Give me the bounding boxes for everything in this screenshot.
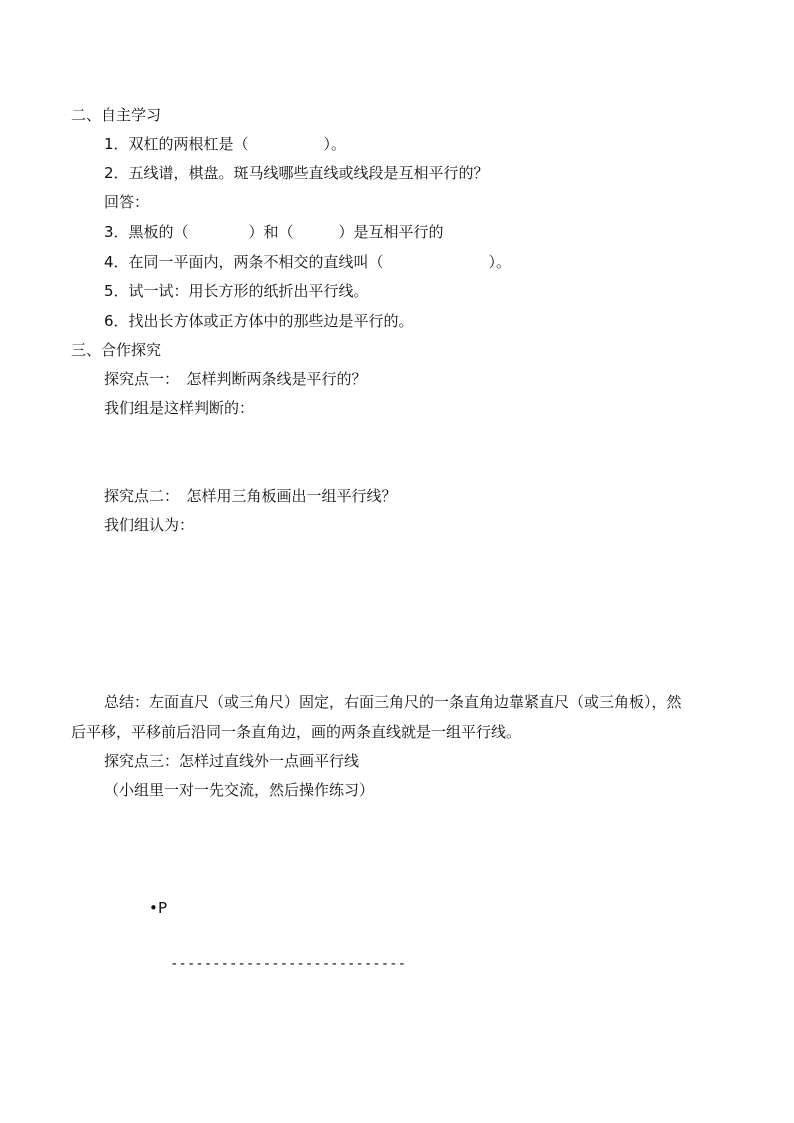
question-4: 4．在同一平面内，两条不相交的直线叫（ ）。 (104, 253, 512, 271)
section2-heading: 二、自主学习 (71, 106, 162, 124)
explore-point-3-note: （小组里一对一先交流，然后操作练习） (104, 781, 375, 799)
explore-point-2: 探究点二： 怎样用三角板画出一组平行线？ (104, 487, 397, 505)
point-p-dot: • (149, 899, 158, 917)
answer-label: 回答： (104, 193, 150, 211)
dashed-line: ---------------------------- (170, 956, 407, 972)
question-1: 1．双杠的两根杠是（ ）。 (104, 135, 347, 153)
question-2: 2．五线谱，棋盘。斑马线哪些直线或线段是互相平行的？ (104, 164, 489, 182)
explore-point-1-response: 我们组是这样判断的： (104, 399, 255, 417)
question-3: 3．黑板的（ ）和（ ）是互相平行的 (104, 223, 444, 241)
explore-point-2-response: 我们组认为： (104, 516, 195, 534)
explore-point-1: 探究点一： 怎样判断两条线是平行的？ (104, 370, 367, 388)
question-5: 5．试一试：用长方形的纸折出平行线。 (104, 282, 369, 300)
section3-heading: 三、合作探究 (71, 341, 162, 359)
summary-line-1: 总结：左面直尺（或三角尺）固定，右面三角尺的一条直角边靠紧直尺（或三角板），然 (104, 693, 682, 711)
question-6: 6．找出长方体或正方体中的那些边是平行的。 (104, 312, 414, 330)
point-p-label: P (158, 899, 168, 917)
summary-line-2: 后平移，平移前后沿同一条直角边，画的两条直线就是一组平行线。 (71, 723, 522, 741)
explore-point-3: 探究点三：怎样过直线外一点画平行线 (104, 752, 360, 770)
